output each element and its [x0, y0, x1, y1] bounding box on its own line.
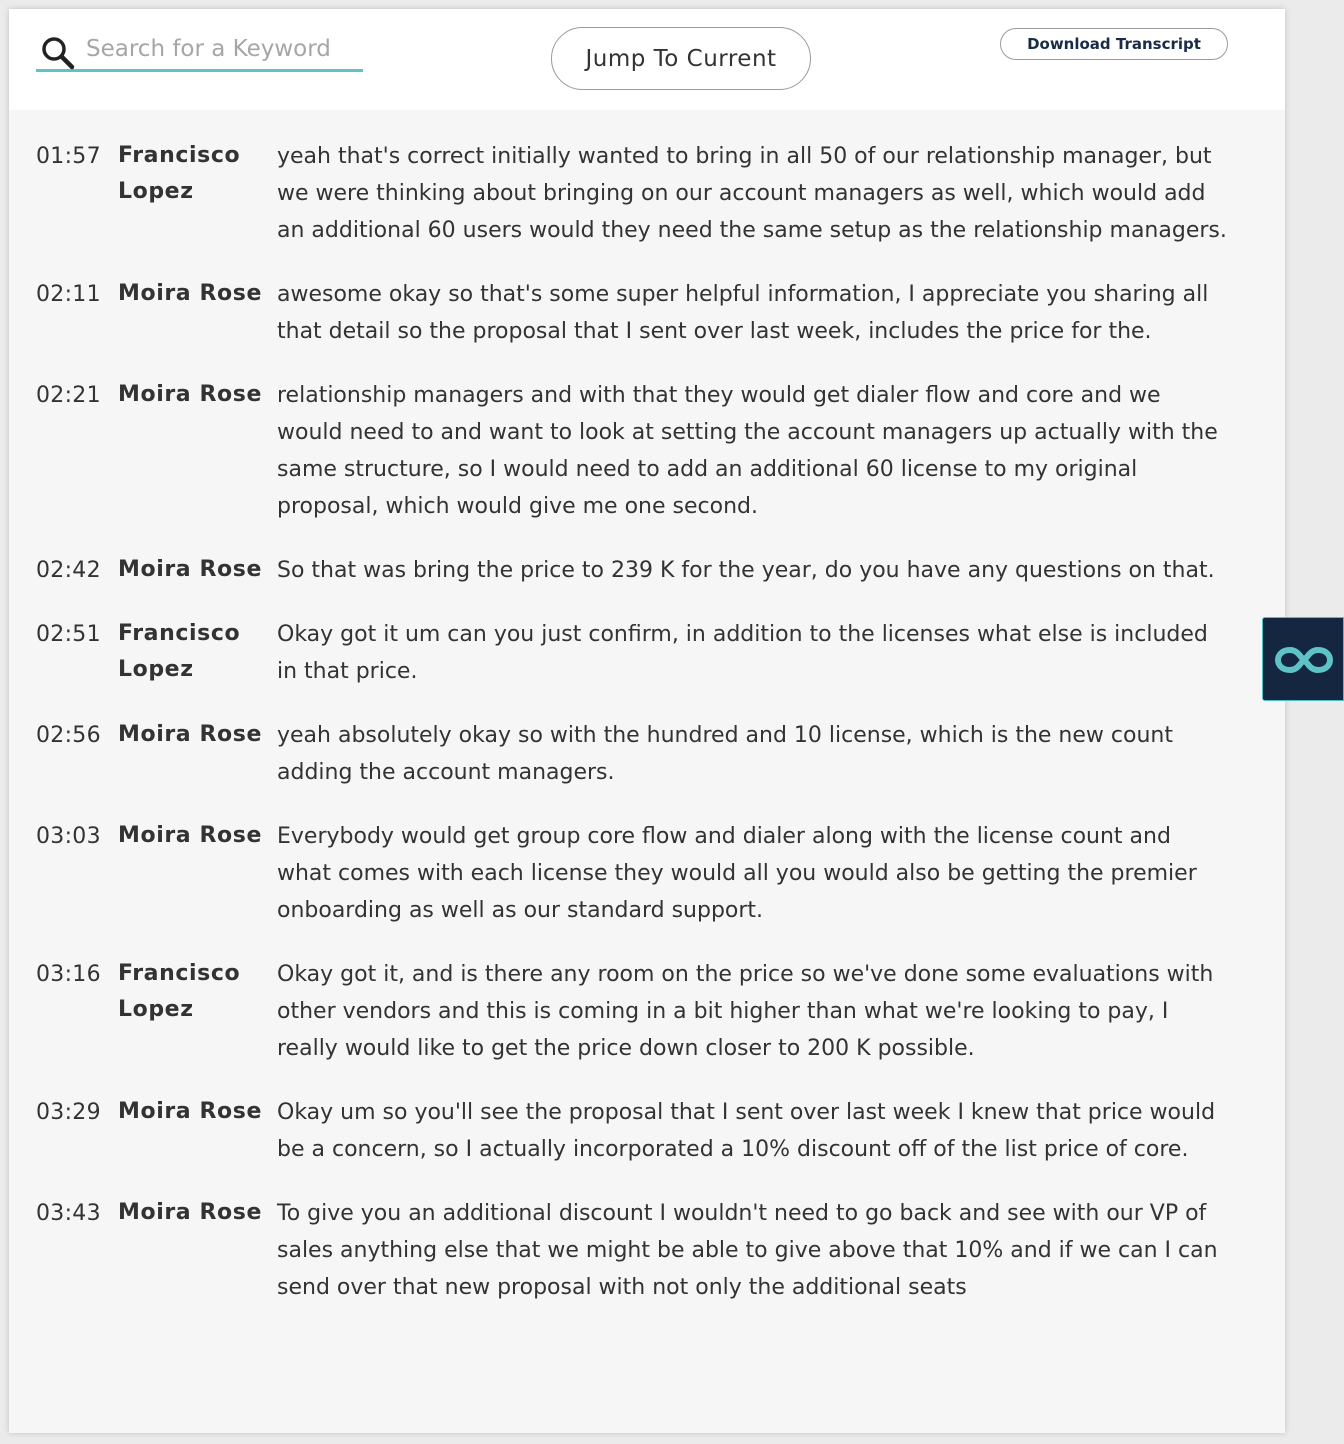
- entry-timestamp[interactable]: 03:43: [36, 1201, 101, 1226]
- transcript-entry[interactable]: [9, 552, 1285, 589]
- entry-speaker: Moira Rose: [118, 557, 262, 582]
- entry-speaker: Moira Rose: [118, 281, 262, 306]
- keyword-search: [36, 31, 363, 72]
- entry-timestamp[interactable]: 01:57: [36, 144, 101, 169]
- entry-speaker: Moira Rose: [118, 1200, 262, 1225]
- download-transcript-button[interactable]: Download Transcript: [1000, 28, 1228, 60]
- search-input[interactable]: [86, 33, 356, 65]
- entry-timestamp[interactable]: 03:16: [36, 962, 101, 987]
- transcript-entry[interactable]: [9, 818, 1285, 929]
- transcript-entry[interactable]: [9, 616, 1285, 690]
- transcript-entry[interactable]: [9, 138, 1285, 249]
- entry-text: Okay got it, and is there any room on the price so we've done some evaluations with other vendors and this is coming in a bit higher than what we're looking to pay, I really would like to get the price down closer to 200 K possible.: [277, 962, 1214, 1061]
- entry-speaker: Francisco Lopez: [118, 621, 241, 682]
- entry-text: yeah that's correct initially wanted to bring in all 50 of our relationship manager, but we were thinking about bringing on our account managers as well, which would add an additional 60 users would they need the same setup as the relationship managers.: [277, 144, 1227, 243]
- entry-timestamp[interactable]: 03:29: [36, 1100, 101, 1125]
- transcript-panel: [9, 9, 1285, 1433]
- entry-speaker: Francisco Lopez: [118, 961, 241, 1022]
- entry-text: Okay um so you'll see the proposal that I sent over last week I knew that price would be a concern, so I actually incorporated a 10% discount off of the list price of core.: [277, 1100, 1216, 1162]
- entry-text: Okay got it um can you just confirm, in addition to the licenses what else is included in that price.: [277, 622, 1208, 684]
- transcript-entry[interactable]: [9, 1195, 1285, 1306]
- entry-text: To give you an additional discount I wouldn't need to go back and see with our VP of sales anything else that we might be able to give above that 10% and if we can I can send over that new proposal with not only the additional seats: [277, 1201, 1218, 1300]
- transcript-entry[interactable]: [9, 377, 1285, 525]
- jump-to-current-button[interactable]: Jump To Current: [551, 27, 811, 90]
- entry-timestamp[interactable]: 02:21: [36, 383, 101, 408]
- entry-timestamp[interactable]: 02:11: [36, 282, 101, 307]
- transcript-entry[interactable]: [9, 1094, 1285, 1168]
- side-launcher-button[interactable]: [1262, 617, 1344, 701]
- entry-text: relationship managers and with that they would get dialer flow and core and we would need to and want to look at setting the account managers up actually with the same structure, so I would need to add an additional 60 license to my original proposal, which would give me one second.: [277, 383, 1218, 519]
- transcript-entry[interactable]: [9, 956, 1285, 1067]
- infinity-logo-icon: [1274, 642, 1334, 678]
- entry-text: So that was bring the price to 239 K for the year, do you have any questions on that.: [277, 558, 1215, 583]
- entry-text: awesome okay so that's some super helpful information, I appreciate you sharing all that detail so the proposal that I sent over last week, includes the price for the.: [277, 282, 1209, 344]
- search-icon[interactable]: [40, 35, 76, 71]
- transcript-entry[interactable]: [9, 717, 1285, 791]
- entry-speaker: Moira Rose: [118, 823, 262, 848]
- transcript-toolbar: [9, 9, 1285, 110]
- entry-speaker: Francisco Lopez: [118, 143, 241, 204]
- transcript-list[interactable]: [9, 110, 1285, 1433]
- entry-speaker: Moira Rose: [118, 382, 262, 407]
- entry-speaker: Moira Rose: [118, 1099, 262, 1124]
- entry-timestamp[interactable]: 02:51: [36, 622, 101, 647]
- entry-speaker: Moira Rose: [118, 722, 262, 747]
- entry-timestamp[interactable]: 03:03: [36, 824, 101, 849]
- entry-timestamp[interactable]: 02:56: [36, 723, 101, 748]
- entry-text: Everybody would get group core flow and dialer along with the license count and what comes with each license they would all you would also be getting the premier onboarding as well as our standard support.: [277, 824, 1197, 923]
- transcript-entry[interactable]: [9, 276, 1285, 350]
- entry-text: yeah absolutely okay so with the hundred and 10 license, which is the new count adding the account managers.: [277, 723, 1173, 785]
- entry-timestamp[interactable]: 02:42: [36, 558, 101, 583]
